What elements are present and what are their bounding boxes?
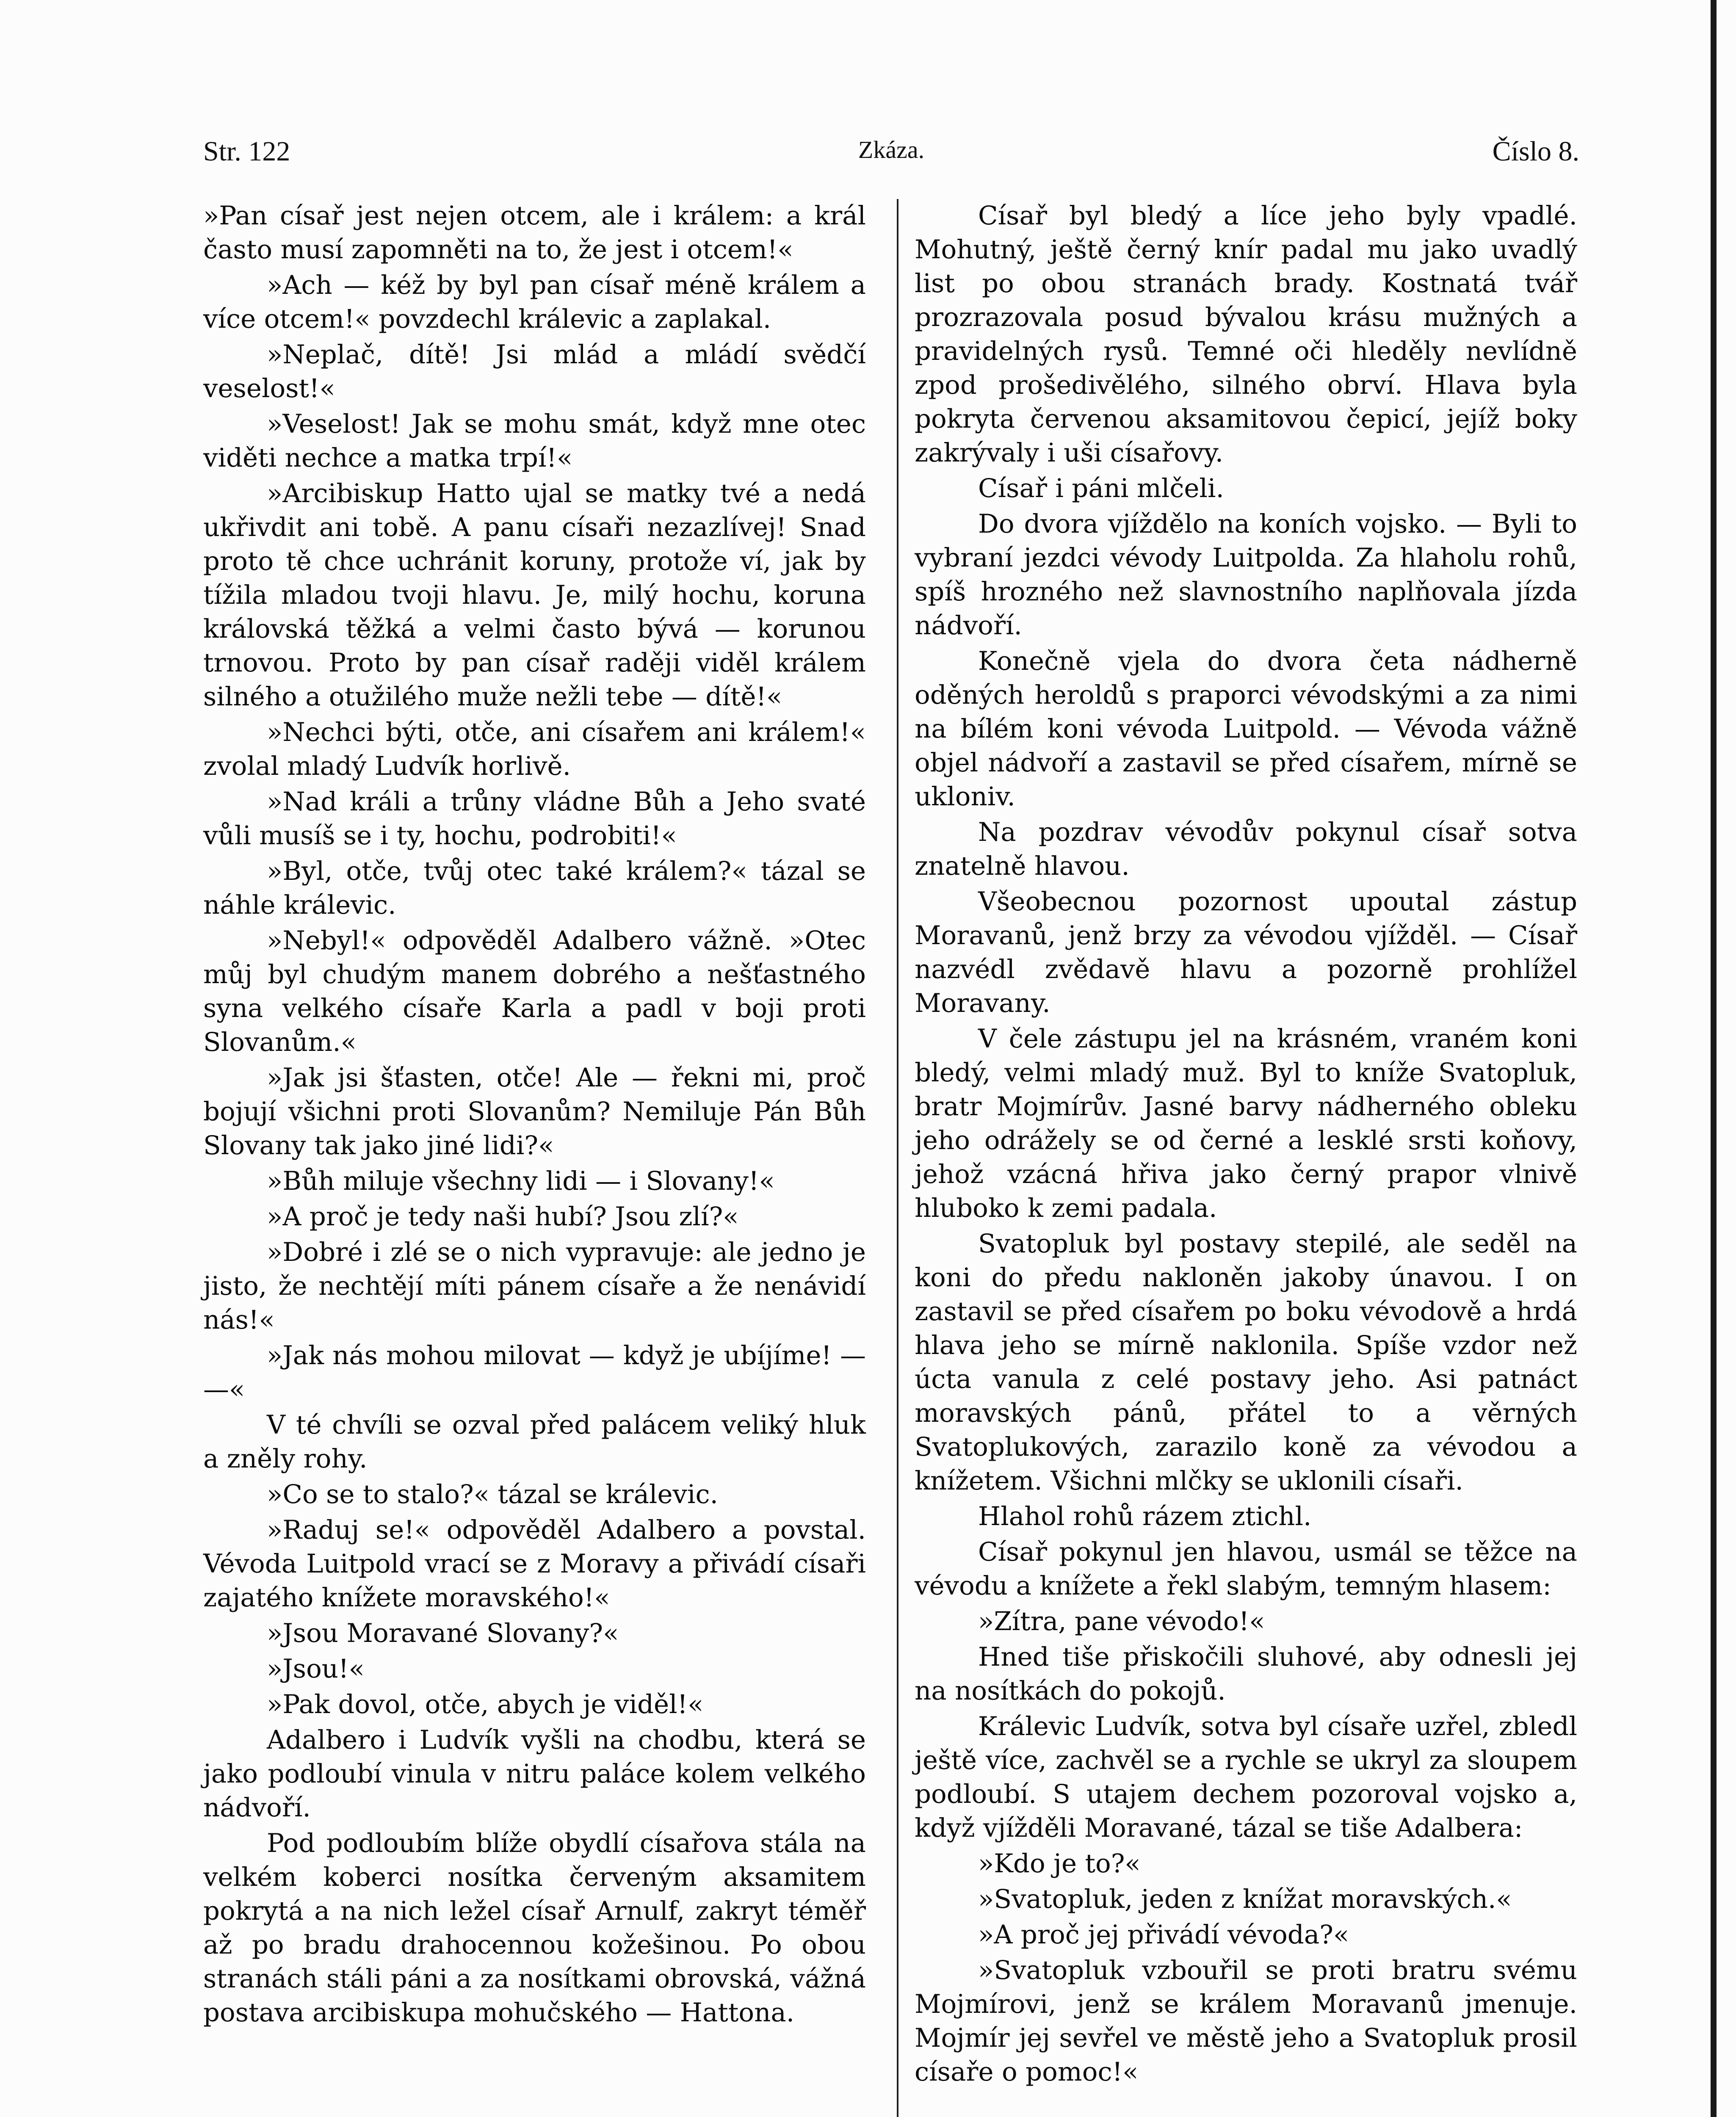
paragraph: »Dobré i zlé se o nich vypravuje: ale jedno je jisto, že nechtějí míti pánem císaře a že nenávidí nás!« [203,1237,866,1335]
paragraph: »Bůh miluje všechny lidi — i Slovany!« [267,1166,775,1196]
paragraph: Na pozdrav vévodův pokynul císař sotva znatelně hlavou. [915,817,1577,881]
paragraph: Adalbero i Ludvík vyšli na chodbu, která se jako podloubí vinula v nitru paláce kolem velkého nádvoří. [203,1725,866,1823]
paragraph: »Nechci býti, otče, ani císařem ani králem!« zvolal mladý Ludvík horlivě. [203,717,866,781]
paragraph: Hlahol rohů rázem ztichl. [978,1501,1312,1531]
paragraph: »Jsou!« [267,1654,365,1684]
paragraph: »Jak nás mohou milovat — když je ubíjíme! — —« [203,1340,866,1404]
paragraph: »Kdo je to?« [978,1849,1141,1879]
paragraph: »Veselost! Jak se mohu smát, když mne otec viděti nechce a matka trpí!« [203,409,866,473]
article-title: Zkáza. [858,136,925,163]
paragraph: »Jak jsi šťasten, otče! Ale — řekni mi, proč bojují všichni proti Slovanům? Nemiluje Pán Bůh Slovany tak jako jiné lidi?« [203,1063,866,1161]
paragraph: »Neplač, dítě! Jsi mlád a mládí svědčí veselost!« [203,340,866,404]
paragraph: »Zítra, pane vévodo!« [978,1606,1265,1636]
column-divider [897,199,898,2117]
paragraph: Konečně vjela do dvora četa nádherně oděných heroldů s praporci vévodskými a za nimi na bílém koni vévoda Luitpold. — Vévoda vážně objel nádvoří a zastavil se před císařem, mírně se ukloniv. [915,646,1577,812]
paragraph: »Ach — kéž by byl pan císař méně králem a více otcem!« povzdechl králevic a zaplakal. [203,270,866,334]
paragraph: Císař pokynul jen hlavou, usmál se těžce na vévodu a knížete a řekl slabým, temným hlasem: [915,1537,1577,1601]
left-column [203,199,866,2031]
paragraph: Všeobecnou pozornost upoutal zástup Moravanů, jenž brzy za vévodou vjížděl. — Císař nazvédl zvědavě hlavu a pozorně prohlížel Moravany. [915,887,1577,1018]
paragraph: »Svatopluk vzbouřil se proti bratru svému Mojmírovi, jenž se králem Moravanů jmenuje. Mojmír jej sevřel ve městě jeho a Svatopluk prosil císaře o pomoc!« [915,1955,1577,2087]
paragraph: »Raduj se!« odpověděl Adalbero a povstal. Vévoda Luitpold vrací se z Moravy a přivádí císaři zajatého knížete moravského!« [203,1515,866,1613]
paragraph: V čele zástupu jel na krásném, vraném koni bledý, velmi mladý muž. Byl to kníže Svatopluk, bratr Mojmírův. Jasné barvy nádherného obleku jeho odrážely se od černé a lesklé srsti koňovy, jehož vzácná hřiva jako černý prapor vlnivě hluboko k zemi padala. [915,1024,1577,1223]
issue-number: Číslo 8. [1492,136,1579,167]
running-header [203,135,1579,186]
paragraph: Hned tiše přiskočili sluhové, aby odnesli jej na nosítkách do pokojů. [915,1642,1577,1706]
paragraph: »Nebyl!« odpověděl Adalbero vážně. »Otec můj byl chudým manem dobrého a nešťastného syna velkého císaře Karla a padl v boji proti Slovanům.« [203,926,866,1057]
paragraph: »Svatopluk, jeden z knížat moravských.« [978,1884,1512,1914]
paragraph: »A proč je tedy naši hubí? Jsou zlí?« [267,1202,739,1232]
paragraph: »Co se to stalo?« tázal se králevic. [267,1479,719,1509]
paragraph: »A proč jej přivádí vévoda?« [978,1920,1349,1950]
paragraph: Svatopluk byl postavy stepilé, ale seděl na koni do předu nakloněn jakoby únavou. I on zastavil se před císařem po boku vévodově a hrdá hlava jeho se mírně naklonila. Spíše vzdor než úcta vanula z celé postavy jeho. Asi patnáct moravských pánů, přátel to a věrných Svatoplukových, zarazilo koně za vévodou a knížetem. Všichni mlčky se uklonili císaři. [915,1229,1577,1496]
paragraph: »Jsou Moravané Slovany?« [267,1618,619,1648]
paragraph: »Pan císař jest nejen otcem, ale i králem: a král často musí zapomněti na to, že jest i otcem!« [203,201,866,265]
paragraph: Císař i páni mlčeli. [978,473,1224,503]
scan-edge [1711,0,1717,2117]
paragraph: Pod podloubím blíže obydlí císařova stála na velkém koberci nosítka červeným aksamitem pokrytá a na nich ležel císař Arnulf, zakryt téměř až po bradu drahocennou kožešinou. Po obou stranách stáli páni a za nosítkami obrovská, vážná postava arcibiskupa mohučského — Hattona. [203,1828,866,2028]
paragraph: »Pak dovol, otče, abych je viděl!« [267,1689,704,1719]
page-number: Str. 122 [203,136,290,167]
paragraph: Králevic Ludvík, sotva byl císaře uzřel, zbledl ještě více, zachvěl se a rychle se ukryl za sloupem podloubí. S utajem dechem pozoroval vojsko a, když vjížděli Moravané, tázal se tiše Adalbera: [915,1711,1577,1843]
paragraph: Do dvora vjíždělo na koních vojsko. — Byli to vybraní jezdci vévody Luitpolda. Za hlaholu rohů, spíš hrozného než slavnostního naplňovala jízda nádvoří. [915,509,1577,641]
right-column [915,199,1577,2091]
paragraph: V té chvíli se ozval před palácem veliký hluk a zněly rohy. [203,1410,866,1474]
paragraph: »Byl, otče, tvůj otec také králem?« tázal se náhle králevic. [203,856,866,920]
paragraph: Císař byl bledý a líce jeho byly vpadlé. Mohutný, ještě černý knír padal mu jako uvadlý list po obou stranách brady. Kostnatá tvář prozrazovala posud bývalou krásu mužných a pravidelných rysů. Temné oči hleděly nevlídně zpod prošedivělého, silného obrví. Hlava byla pokryta červenou aksamitovou čepicí, jejíž boky zakrývaly i uši císařovy. [915,201,1577,468]
paragraph: »Nad králi a trůny vládne Bůh a Jeho svaté vůli musíš se i ty, hochu, podrobiti!« [203,787,866,851]
paragraph: »Arcibiskup Hatto ujal se matky tvé a nedá ukřivdit ani tobě. A panu císaři nezazlívej! Snad proto tě chce uchránit koruny, protože ví, jak by tížila mladou tvoji hlavu. Je, milý hochu, koruna královská těžká a velmi často bývá — korunou trnovou. Proto by pan císař raději viděl králem silného a otužilého muže nežli tebe — dítě!« [203,478,866,712]
